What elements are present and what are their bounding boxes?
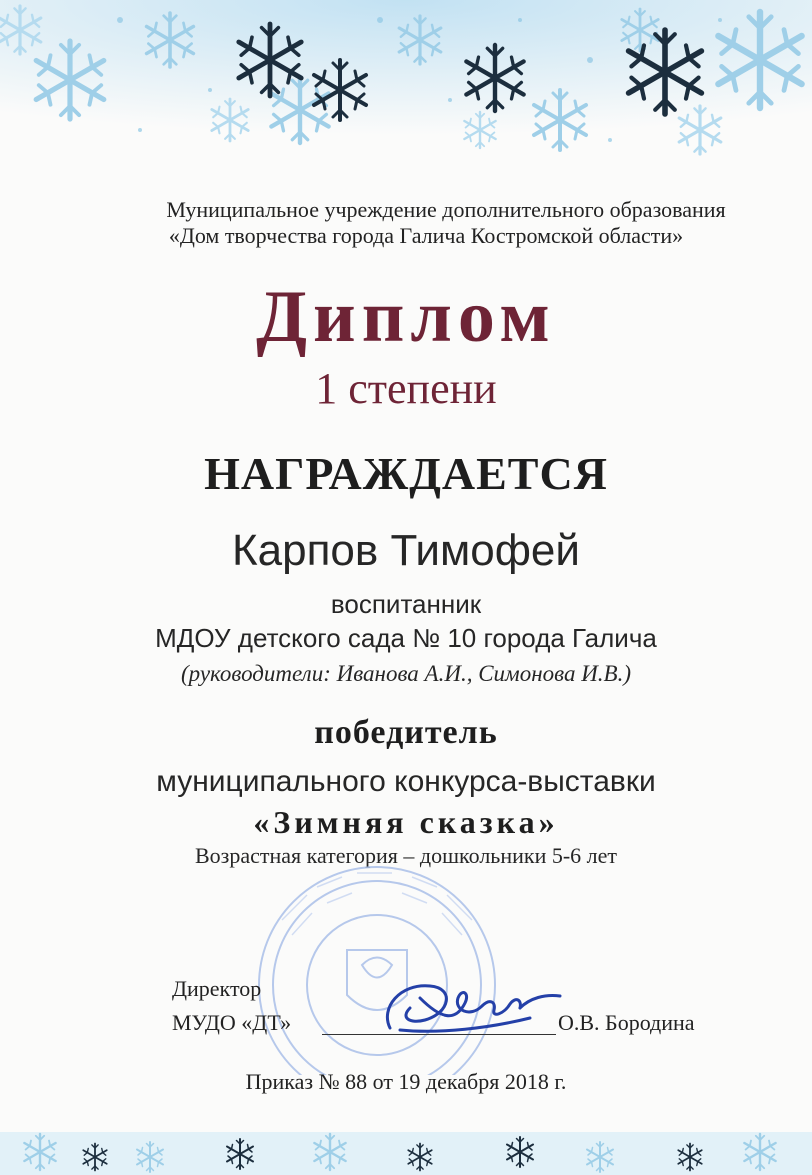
recipient-leaders: (руководители: Иванова А.И., Симонова И.В.) (180, 661, 632, 686)
recipient-institution: МДОУ детского сада № 10 города Галича (155, 623, 657, 653)
diploma-degree: 1 степени (315, 364, 497, 413)
recipient-name: Карпов Тимофей (232, 526, 580, 575)
organization-line-2: «Дом творчества города Галича Костромской области» (168, 223, 684, 248)
director-organization: МУДО «ДТ» (172, 1010, 292, 1035)
awarded-heading: НАГРАЖДАЕТСЯ (204, 448, 608, 499)
snowflake-border-bottom (0, 1112, 812, 1175)
organization-line-1: Муниципальное учреждение дополнительного образования (166, 197, 726, 222)
diploma-title: Диплом (256, 276, 556, 358)
director-name: О.В. Бородина (558, 1010, 695, 1035)
director-position: Директор (172, 976, 262, 1001)
age-category: Возрастная категория – дошкольники 5-6 лет (194, 843, 618, 868)
contest-name: «Зимняя сказка» (253, 804, 559, 840)
contest-description: муниципального конкурса-выставки (156, 765, 656, 798)
achievement-status: победитель (314, 714, 498, 751)
snowflake-border-top (0, 0, 812, 160)
recipient-role: воспитанник (330, 589, 482, 619)
order-reference: Приказ № 88 от 19 декабря 2018 г. (245, 1069, 567, 1094)
handwritten-signature (370, 968, 570, 1048)
